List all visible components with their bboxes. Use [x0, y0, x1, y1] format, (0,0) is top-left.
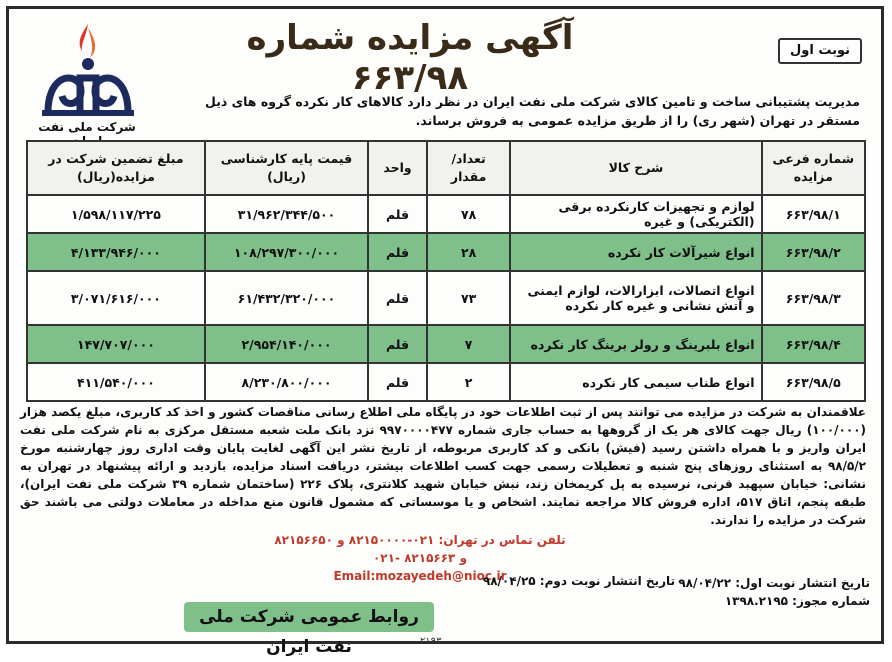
cell-price: ۱۰۸/۲۹۷/۳۰۰/۰۰۰	[205, 233, 368, 271]
cell-unit: قلم	[368, 363, 427, 401]
col-qty: تعداد/مقدار	[427, 141, 510, 195]
notes-text: علاقمندان به شرکت در مزایده می توانند پس از ثبت اطلاعات خود در پایگاه ملی اطلاع رسانی مناقصات کشور و اخذ کد کاربری، مبلغ یکصد هزار (۱۰۰/۰۰۰) ریال جهت کالای هر یک از گروهها به حساب جاری شماره ۹۹۷۰۰۰۰۴۷۷ نزد بانک ملت شعبه مستقل مرکزی به نام شرکت ملی نفت ایران واریز و با همراه داشتن رسید (فیش) بانکی و کد کاربری مربوطه، از تاریخ نشر این آگهی لغایت پایان وقت اداری روز چهارشنبه مورخ ۹۸/۵/۲ به استثنای روزهای پنج شنبه و تعطیلات رسمی جهت کسب اطلاعات بیشتر، دریافت اسناد مزایده، بازدید و ارائه پیشنهاد در تهران به نشانی: خیابان سپهبد قرنی، نرسیده به پل کریمخان زند، نبش خیابان شهید کلانتری، پلاک ۲۲۶ (ساختمان شماره ۳۹ شرکت ملی نفت ایران)، طبقه پنجم، اتاق ۵۱۷، اداره فروش کالا مراجعه نمایند. اشخاص و یا موسساتی که مشمول قانون منع مداخله در معاملات دولتی می باشند حق شرکت در مزایده را ندارند.	[20, 405, 866, 527]
cell-desc: انواع اتصالات، ابزارالات، لوازم ایمنی و آتش نشانی و غیره کار نکرده	[510, 271, 761, 325]
col-sub-no: شماره فرعی مزایده	[762, 141, 865, 195]
cell-qty: ۷۸	[427, 195, 510, 233]
cell-desc: انواع طناب سیمی کار نکرده	[510, 363, 761, 401]
contact-phone: تلفن تماس در تهران: ۰۲۱-۸۲۱۵۰۰۰۰ و ۸۲۱۵۶۶۵۰ و ۸۲۱۵۶۶۳ -۰۲۱	[274, 533, 566, 565]
cell-qty: ۷	[427, 325, 510, 363]
cell-deposit: ۴/۱۳۳/۹۴۶/۰۰۰	[27, 233, 205, 271]
col-deposit: مبلغ تضمین شرکت در مزایده(ریال)	[27, 141, 205, 195]
cell-qty: ۲۸	[427, 233, 510, 271]
company-label: شرکت ملی نفت	[38, 120, 136, 134]
col-desc: شرح کالا	[510, 141, 761, 195]
page-number: ۲۱۹۳	[420, 636, 442, 647]
col-unit: واحد	[368, 141, 427, 195]
table-row	[27, 363, 865, 401]
cell-qty: ۲	[427, 363, 510, 401]
cell-unit: قلم	[368, 233, 427, 271]
cell-desc: لوازم و تجهیزات کارنکرده برقی (الکتریکی) و غیره	[510, 195, 761, 233]
cell-sub-no: ۶۶۳/۹۸/۳	[762, 271, 865, 325]
cell-qty: ۷۳	[427, 271, 510, 325]
cell-price: ۸/۲۳۰/۸۰۰/۰۰۰	[205, 363, 368, 401]
col-price: قیمت پایه کارشناسی (ریال)	[205, 141, 368, 195]
table-row	[27, 325, 865, 363]
cell-sub-no: ۶۶۳/۹۸/۴	[762, 325, 865, 363]
second-publish-date: تاریخ انتشار نوبت دوم: ۹۸/۰۴/۲۵	[482, 574, 675, 588]
nioc-logo-icon	[28, 20, 148, 120]
permit-number: شماره مجوز: ۱۳۹۸.۲۱۹۵	[724, 594, 870, 608]
cell-unit: قلم	[368, 271, 427, 325]
cell-sub-no: ۶۶۳/۹۸/۲	[762, 233, 865, 271]
cell-desc: انواع شیرآلات کار نکرده	[510, 233, 761, 271]
cell-deposit: ۴۱۱/۵۴۰/۰۰۰	[27, 363, 205, 401]
footer-banner: روابط عمومی شرکت ملی نفت ایران	[184, 602, 434, 632]
nobat-badge: نوبت اول	[778, 38, 862, 64]
first-publish-date: تاریخ انتشار نوبت اول: ۹۸/۰۴/۲۲	[678, 576, 870, 590]
auction-table	[26, 140, 866, 402]
publish-info	[640, 574, 870, 610]
cell-sub-no: ۶۶۳/۹۸/۱	[762, 195, 865, 233]
cell-deposit: ۱/۵۹۸/۱۱۷/۲۲۵	[27, 195, 205, 233]
contact-email[interactable]: Email:mozayedeh@nioc.ir	[333, 569, 507, 583]
page-title: آگهی مزایده شماره ۶۶۳/۹۸	[246, 18, 574, 98]
cell-sub-no: ۶۶۳/۹۸/۵	[762, 363, 865, 401]
cell-desc: انواع بلبرینگ و رولر برینگ کار نکرده	[510, 325, 761, 363]
cell-unit: قلم	[368, 325, 427, 363]
cell-price: ۶۱/۴۳۲/۳۲۰/۰۰۰	[205, 271, 368, 325]
table-row	[27, 195, 865, 233]
cell-deposit: ۱۴۷/۷۰۷/۰۰۰	[27, 325, 205, 363]
intro-text: مدیریت پشتیبانی ساخت و تامین کالای شرکت ملی نفت ایران در نظر دارد کالاهای کار نکرده گروه های ذیل مستقر در تهران (شهر ری) را از طریق مزایده عمومی به فروش برساند.	[205, 94, 860, 128]
cell-unit: قلم	[368, 195, 427, 233]
cell-deposit: ۳/۰۷۱/۶۱۶/۰۰۰	[27, 271, 205, 325]
cell-price: ۳۱/۹۶۲/۳۴۴/۵۰۰	[205, 195, 368, 233]
table-row	[27, 271, 865, 325]
cell-price: ۲/۹۵۴/۱۴۰/۰۰۰	[205, 325, 368, 363]
table-header-row	[27, 141, 865, 195]
table-row	[27, 233, 865, 271]
